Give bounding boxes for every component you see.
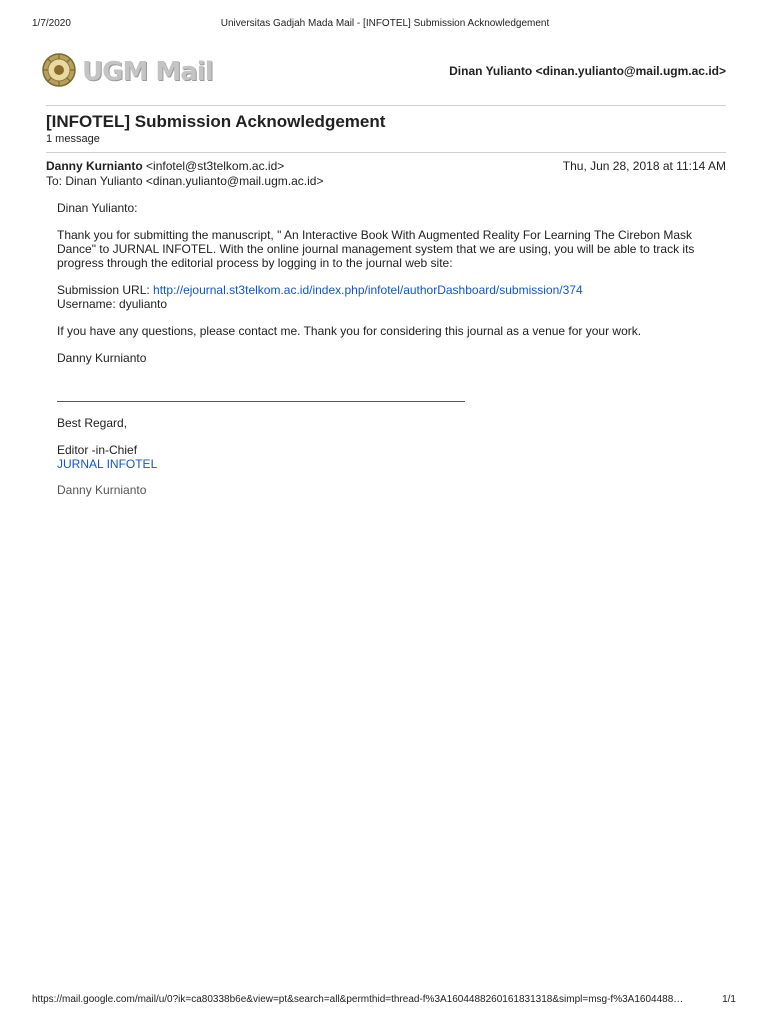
thread-subject: [INFOTEL] Submission Acknowledgement — [46, 112, 386, 131]
sender-email: <infotel@st3telkom.ac.id> — [146, 159, 285, 173]
signature-divider — [57, 401, 465, 402]
print-header-date: 1/7/2020 — [32, 18, 71, 29]
message-recipient: To: Dinan Yulianto <dinan.yulianto@mail.ugm.ac.id> — [46, 174, 324, 188]
body-paragraph-2: If you have any questions, please contact me. Thank you for considering this journal as a venue for your work. — [57, 324, 642, 338]
submission-url-link[interactable]: http://ejournal.st3telkom.ac.id/index.php/infotel/authorDashboard/submission/374 — [153, 283, 583, 297]
message-count: 1 message — [46, 133, 100, 145]
signature-name: Danny Kurnianto — [57, 483, 147, 497]
submission-info — [57, 283, 717, 311]
thread-divider — [46, 152, 726, 153]
message-sender — [46, 159, 284, 173]
signature-block — [57, 443, 717, 471]
ugm-seal-icon — [42, 53, 76, 92]
submission-url-label: Submission URL: — [57, 283, 154, 297]
print-header-title: Universitas Gadjah Mada Mail - [INFOTEL] Submission Acknowledgement — [220, 18, 550, 29]
message-body — [57, 201, 717, 510]
account-identity: Dinan Yulianto <dinan.yulianto@mail.ugm.ac.id> — [449, 64, 726, 78]
signature-role: Editor -in-Chief — [57, 443, 138, 457]
message-date: Thu, Jun 28, 2018 at 11:14 AM — [562, 159, 726, 173]
username-line: Username: dyulianto — [57, 297, 168, 311]
best-regard: Best Regard, — [57, 416, 128, 430]
body-paragraph-1: Thank you for submitting the manuscript, " An Interactive Book With Augmented Reality For Learning The Cirebon Mask Dance" to JURNAL INFOTEL. With the online journal management system that we are using, you will be able to track its progress through the editorial process by logging in to the journal web site: — [57, 228, 695, 270]
journal-link[interactable]: JURNAL INFOTEL — [57, 457, 158, 471]
header-divider — [46, 105, 726, 106]
logo-text: UGM Mail — [82, 57, 213, 87]
signoff-name: Danny Kurnianto — [57, 351, 147, 365]
sender-name: Danny Kurnianto — [46, 159, 143, 173]
greeting: Dinan Yulianto: — [57, 201, 138, 215]
print-footer-url: https://mail.google.com/mail/u/0?ik=ca80338b6e&view=pt&search=all&permthid=thread-f%3A1604488260161831318&simpl=msg-f%3A1604488… — [32, 994, 684, 1005]
ugm-mail-logo — [42, 52, 213, 92]
print-footer-page: 1/1 — [722, 994, 736, 1005]
